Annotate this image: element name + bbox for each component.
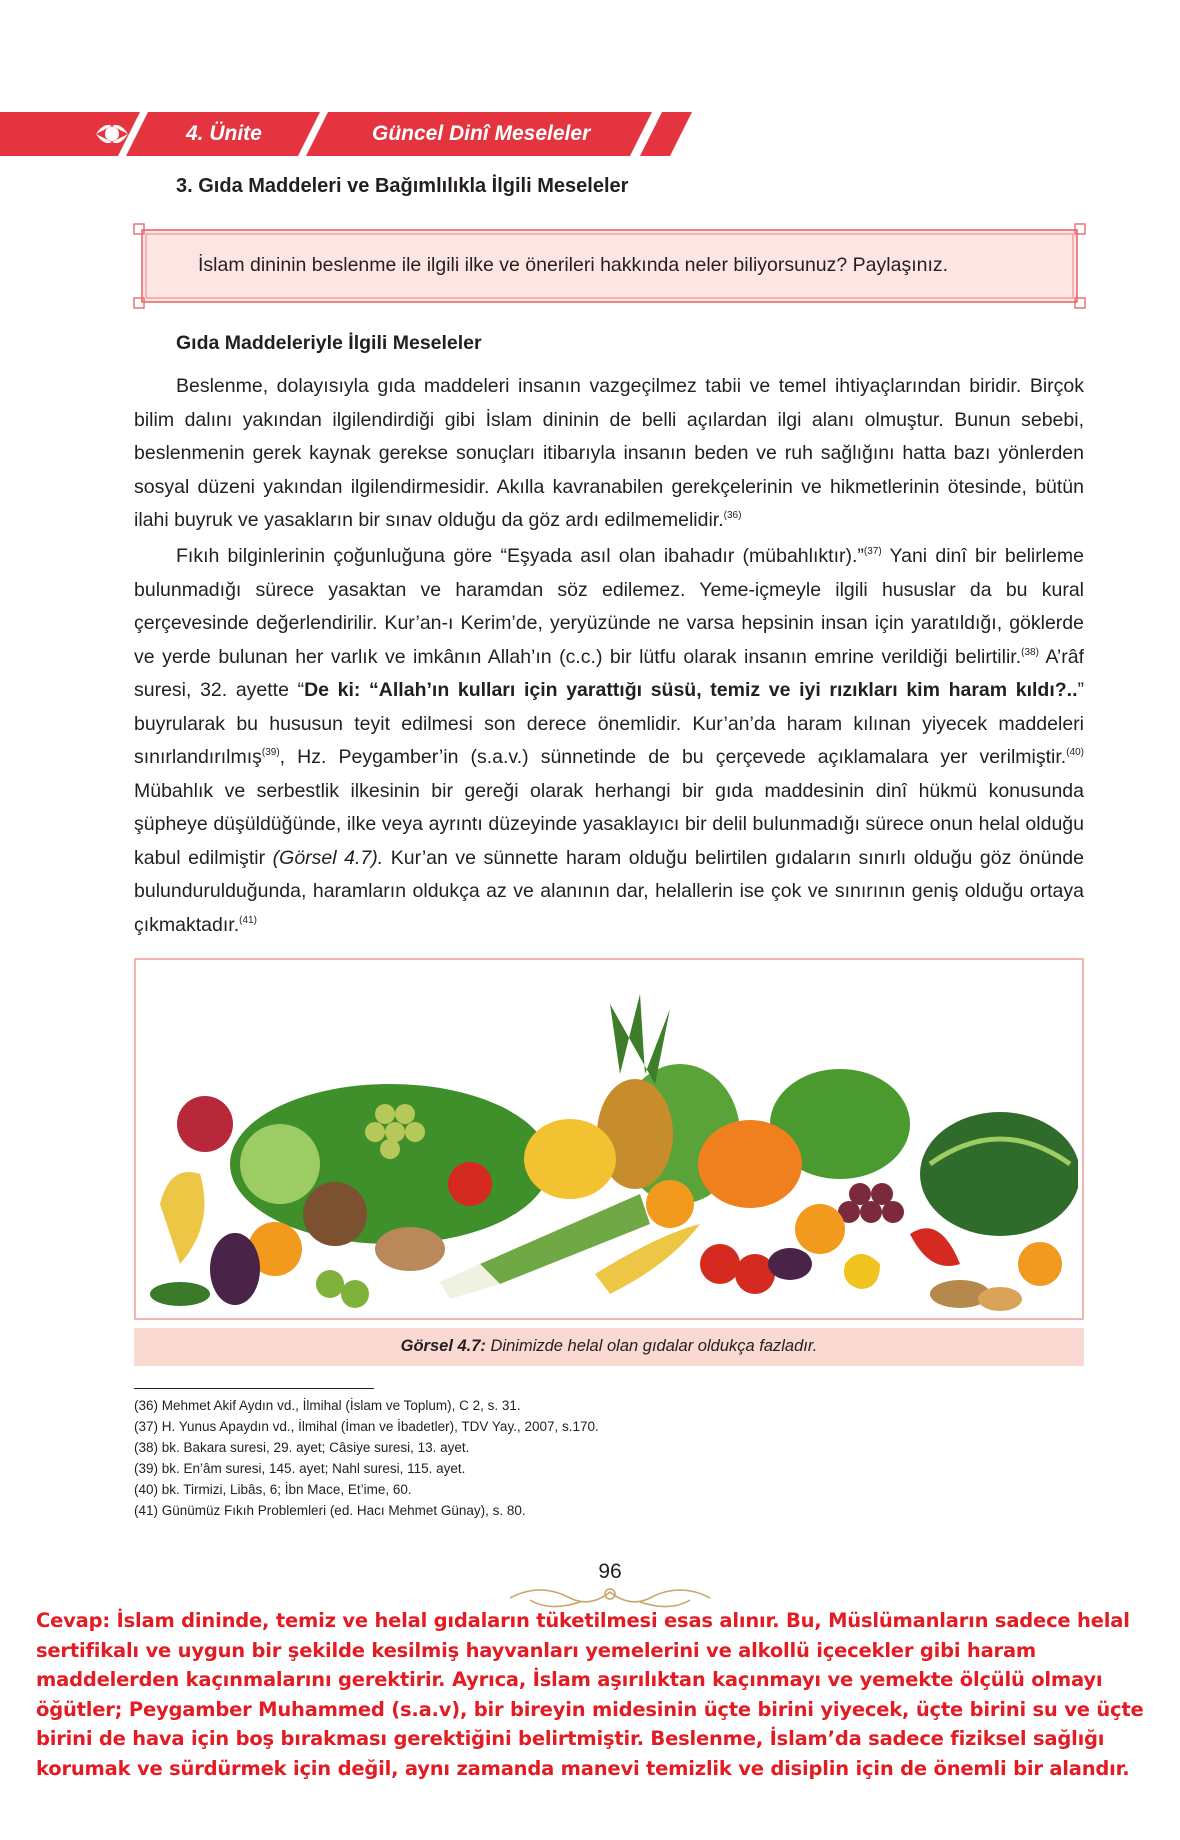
paragraph-2: Fıkıh bilginlerinin çoğunluğuna göre “Eşyada asıl olan ibahadır (mübahlıktır).”$^{(37)}$ Yani dinî bir belirleme bulunmadığı sürece yasaktan ve haramdan söz edilemez. Yeme-içmeyle ilgili hususlar da bu kural çerçevesinde değerlendirilir. Kur’an-ı Kerim’de, yeryüzünde ne varsa hepsinin insan için yaratıldığı, göklerde ve yerde bulunan her varlık ve imkânın Allah’ın (c.c.) bir lütfu olarak insanın emrine verildiği belirtilir.$^{(38)}$ A’râf suresi, 32. ayette “De ki: “Allah’ın kulları için yarattığı süsü, temiz ve iyi rızıkları kim haram kıldı?..” buyrularak bu hususun teyit edilmesi son derece önemlidir. Kur’an’da haram kılınan yiyecek maddeleri sınırlandırılmış$^{(39)}$, Hz. Peygamber’in (s.a.v.) sünnetinde de bu çerçevede açıklamalara yer verilmiştir.$^{(40)}$ Mübahlık ve serbestlik ilkesinin bir gereği olarak herhangi bir gıda maddesinin dinî hükmü konusunda şüpheye düşüldüğünde, ilke veya ayrıntı düzeyinde yasaklayıcı bir delil bulunmadığı sürece onun helal olduğu kabul edilmiştir (Görsel 4.7). Kur’an ve sünnette haram olduğu belirtilen gıdaların sınırlı olduğu göz önünde bulundurulduğunda, haramların oldukça az ve alanının dar, helallerin ise çok ve sınırının geniş olduğu ortaya çıkmaktadır.$^{(41)}$	[134, 545, 1084, 936]
subheading: Gıda Maddeleriyle İlgili Meseleler	[176, 332, 482, 354]
figure-reference: (Görsel 4.7).	[272, 846, 384, 869]
paragraph-1: Beslenme, dolayısıyla gıda maddeleri insanın vazgeçilmez tabii ve temel ihtiyaçlarından biridir. Birçok bilim dalını yakından ilgilendirdiği gibi İslam dininin de belli açılardan ilgi alanı olmuştur. Bunun sebebi, beslenmenin gerek kaynak gerekse sonuçları itibarıyla insanın beden ve ruh sağlığını hatta bazı yönlerden sosyal düzeni yakından ilgilendirmesidir. Akılla kavranabilen gerekçelerinin ve hikmetlerinin ötesinde, bütün ilahi buyruk ve yasakların bir sınav olduğu da göz ardı edilmemelidir.$^{(36)}$	[134, 375, 1084, 531]
footnote-divider	[134, 1388, 374, 1389]
footnote-ref: (41)	[239, 914, 257, 926]
unit-header-ribbon	[0, 112, 700, 156]
unit-label: 4. Ünite	[186, 122, 262, 145]
footnote-ref: (40)	[1066, 747, 1084, 758]
answer-text: Cevap: İslam dininde, temiz ve helal gıdaların tüketilmesi esas alınır. Bu, Müslümanların sadece helal sertifikalı ve uygun bir şekilde kesilmiş hayvanları yemelerini ve alkollü içecekler gibi haram maddelerden kaçınmalarını gerektirir. Ayrıca, İslam aşırılıktan kaçınmayı ve yemekte ölçülü olmayı öğütler; Peygamber Muhammed (s.a.v), bir bireyin midesinin üçte birini yiyecek, üçte birini su ve üçte birini de hava için boş bırakması gerektiğini belirtmiştir. Beslenme, İslam’da sadece fiziksel sağlığı korumak ve sürdürmek için değil, aynı zamanda manevi temizlik ve disiplin için de önemli bir alandır.	[36, 1609, 1144, 1780]
discussion-question: İslam dininin beslenme ile ilgili ilke ve önerileri hakkında neler biliyorsunuz? Paylaşınız.	[198, 254, 949, 276]
footnote-36: (36) Mehmet Akif Aydın vd., İlmihal (İslam ve Toplum), C 2, s. 31.	[134, 1398, 521, 1413]
section-heading: 3. Gıda Maddeleri ve Bağımlılıkla İlgili Meseleler	[176, 175, 629, 197]
footnote-ref: (38)	[1021, 646, 1039, 658]
footnote-39: (39) bk. En’âm suresi, 145. ayet; Nahl suresi, 115. ayet.	[134, 1461, 466, 1476]
figure-caption: Görsel 4.7: Dinimizde helal olan gıdalar oldukça fazladır.	[400, 1337, 818, 1355]
topic-label: Güncel Dinî Meseleler	[372, 122, 591, 145]
footnote-41: (41) Günümüz Fıkıh Problemleri (ed. Hacı Mehmet Günay), s. 80.	[134, 1503, 526, 1518]
page-number: 96	[598, 1560, 622, 1583]
footnote-ref: (37)	[863, 546, 882, 557]
fruits-vegetables-image	[140, 964, 1078, 1314]
footnote-ref: (39)	[261, 747, 280, 758]
verse-quote: De ki: “Allah’ın kulları için yarattığı süsü, temiz ve iyi rızıkları kim haram kıldı?..	[304, 679, 1078, 701]
footnote-38: (38) bk. Bakara suresi, 29. ayet; Câsiye suresi, 13. ayet.	[134, 1440, 470, 1455]
footnote-ref: (36)	[723, 510, 742, 521]
footnote-40: (40) bk. Tirmizi, Libâs, 6; İbn Mace, Et’ime, 60.	[134, 1482, 412, 1497]
footnote-37: (37) H. Yunus Apaydın vd., İlmihal (İman ve İbadetler), TDV Yay., 2007, s.170.	[134, 1419, 599, 1434]
